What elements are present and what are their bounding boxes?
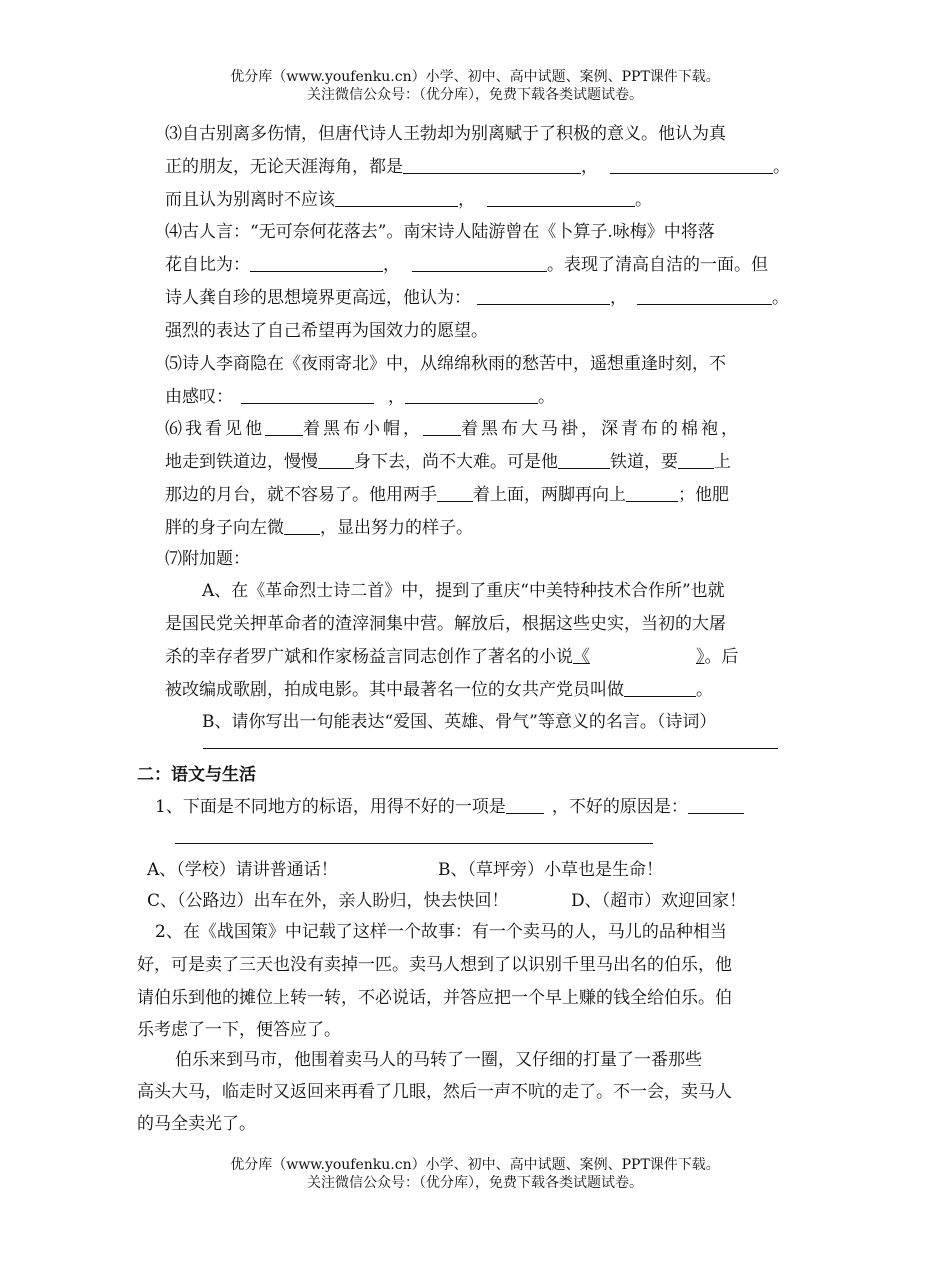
q5-line-1: ⑸诗人李商隐在《夜雨寄北》中，从绵绵秋雨的愁苦中，遥想重逢时刻，不 <box>165 354 726 374</box>
punct: ， <box>383 255 400 275</box>
s2-q1-line <box>155 797 744 817</box>
q4-text: 。表现了清高自洁的一面。但 <box>547 255 768 275</box>
punct: ， <box>388 387 405 407</box>
q4-line-2 <box>165 255 768 275</box>
q7-title: ⑺附加题： <box>165 549 250 569</box>
page-header <box>0 68 950 104</box>
q7-a-line-2: 是国民党关押革命者的渣滓洞集中营。解放后，根据这些史实，当初的大屠 <box>165 614 726 634</box>
answer-blank[interactable] <box>318 452 354 469</box>
s2-q2-line-3: 请伯乐到他的摊位上转一转，不必说话，并答应把一个早上赚的钱全给伯乐。伯 <box>137 988 732 1008</box>
answer-blank[interactable] <box>250 255 383 272</box>
answer-blank[interactable] <box>241 387 374 404</box>
q6-text: 身下去，尚不大难。可是他 <box>354 452 558 472</box>
s2-text: 1、下面是不同地方的标语，用得不好的一项是 <box>155 797 506 817</box>
punct: ， <box>610 288 627 308</box>
answer-blank[interactable] <box>412 255 547 272</box>
header-line-1: 优分库（www.youfenku.cn）小学、初中、高中试题、案例、PPT课件下载。 <box>230 69 720 85</box>
q4-line-4: 强烈的表达了自己希望再为国效力的愿望。 <box>165 321 488 341</box>
q6-text: ；他肥 <box>678 485 729 505</box>
q4-line-3 <box>165 288 789 308</box>
q3-line-3 <box>165 190 652 210</box>
footer-line-1: 优分库（www.youfenku.cn）小学、初中、高中试题、案例、PPT课件下载。 <box>230 1157 720 1173</box>
q3-text: 正的朋友，无论天涯海角，都是 <box>165 157 403 177</box>
q6-text: 着黑布小帽， <box>303 419 423 439</box>
footer-line-2: 关注微信公众号：（优分库），免费下载各类试题试卷。 <box>307 1175 643 1191</box>
page-footer <box>0 1156 950 1192</box>
option-b: B、（草坪旁）小草也是生命！ <box>438 860 663 880</box>
s2-q2-line-7: 的马全卖光了。 <box>137 1114 256 1134</box>
q6-line-2 <box>165 452 731 472</box>
q7-a-line-1: A、在《革命烈士诗二首》中，提到了重庆“中美特种技术合作所”也就 <box>202 581 725 601</box>
answer-blank[interactable] <box>506 797 544 814</box>
s2-q2-line-4: 乐考虑了一下，便答应了。 <box>137 1020 341 1040</box>
answer-blank[interactable] <box>637 288 772 305</box>
answer-blank[interactable] <box>437 485 473 502</box>
option-d: D、（超市）欢迎回家！ <box>571 891 747 911</box>
punct: 。 <box>772 288 789 308</box>
option-c: C、（公路边）出车在外，亲人盼归，快去快回！ <box>147 891 509 911</box>
q3-line-1: ⑶自古别离多伤情，但唐代诗人王勃却为别离赋于了积极的意义。他认为真 <box>165 124 726 144</box>
s2-q2-line-1: 2、在《战国策》中记载了这样一个故事：有一个卖马的人，马儿的品种相当 <box>155 922 727 942</box>
answer-blank[interactable] <box>423 419 461 436</box>
answer-blank[interactable] <box>284 518 320 535</box>
q7-b-line-1: B、请你写出一句能表达“爱国、英雄、骨气”等意义的名言。（诗词） <box>202 712 717 732</box>
q7-text: 杀的幸存者罗广斌和作家杨益言同志创作了著名的小说 <box>165 647 573 667</box>
s2-q2-line-6: 高头大马，临走时又返回来再看了几眼，然后一声不吭的走了。不一会，卖马人 <box>137 1082 732 1102</box>
q7-a-line-4 <box>165 680 713 700</box>
q7-text: 被改编成歌剧，拍成电影。其中最著名一位的女共产党员叫做 <box>165 680 624 700</box>
answer-blank[interactable] <box>624 680 696 697</box>
q3-text: 而且认为别离时不应该 <box>165 190 335 210</box>
q6-text: 铁道，要 <box>610 452 678 472</box>
answer-blank[interactable] <box>405 387 538 404</box>
punct: 。 <box>538 387 555 407</box>
punct: ， <box>581 157 598 177</box>
answer-blank[interactable] <box>335 190 458 207</box>
answer-blank[interactable] <box>678 452 714 469</box>
q4-text: 花自比为： <box>165 255 250 275</box>
answer-blank[interactable] <box>610 157 773 174</box>
q4-line-1: ⑷古人言：“无可奈何花落去”。南宋诗人陆游曾在《卜算子.咏梅》中将落 <box>165 222 715 242</box>
answer-blank[interactable] <box>688 797 744 814</box>
q4-text: 诗人龚自珍的思想境界更高远，他认为： <box>165 288 471 308</box>
q6-text: 胖的身子向左微 <box>165 518 284 538</box>
option-a: A、（学校）请讲普通话！ <box>147 860 338 880</box>
q5-text: 由感叹： <box>165 387 233 407</box>
punct: 。 <box>696 680 713 700</box>
answer-blank[interactable] <box>487 190 635 207</box>
answer-blank[interactable] <box>477 288 610 305</box>
q6-text: 那边的月台，就不容易了。他用两手 <box>165 485 437 505</box>
q6-text: ，显出努力的样子。 <box>320 518 473 538</box>
q6-line-1 <box>165 419 741 439</box>
answer-line[interactable] <box>175 843 653 844</box>
header-line-2: 关注微信公众号：（优分库），免费下载各类试题试卷。 <box>307 87 643 103</box>
q6-text: ⑹我看见他 <box>165 419 265 439</box>
q6-text: 上 <box>714 452 731 472</box>
q6-line-3 <box>165 485 729 505</box>
answer-blank[interactable] <box>403 157 581 174</box>
answer-blank[interactable] <box>558 452 610 469</box>
q6-text: 着上面，两脚再向上 <box>473 485 626 505</box>
s2-q2-line-5: 伯乐来到马市，他围着卖马人的马转了一圈，又仔细的打量了一番那些 <box>175 1050 702 1070</box>
answer-line[interactable] <box>203 748 778 749</box>
q3-line-2 <box>165 157 790 177</box>
novel-title-blank[interactable]: 《 》 <box>573 647 705 667</box>
q6-text: 地走到铁道边，慢慢 <box>165 452 318 472</box>
punct: ， <box>458 190 475 210</box>
q7-text: 。后 <box>704 647 739 667</box>
q6-text: 着黑布大马褂，深青布的棉袍， <box>461 419 741 439</box>
q6-line-4 <box>165 518 473 538</box>
answer-blank[interactable] <box>265 419 303 436</box>
q5-line-2 <box>165 387 555 407</box>
answer-blank[interactable] <box>626 485 678 502</box>
section-2-title: 二：语文与生活 <box>137 765 256 785</box>
q7-a-line-3 <box>165 647 739 667</box>
punct: 。 <box>635 190 652 210</box>
s2-q2-line-2: 好，可是卖了三天也没有卖掉一匹。卖马人想到了以识别千里马出名的伯乐，他 <box>137 955 732 975</box>
s2-text: ，不好的原因是： <box>551 797 688 817</box>
punct: 。 <box>773 157 790 177</box>
